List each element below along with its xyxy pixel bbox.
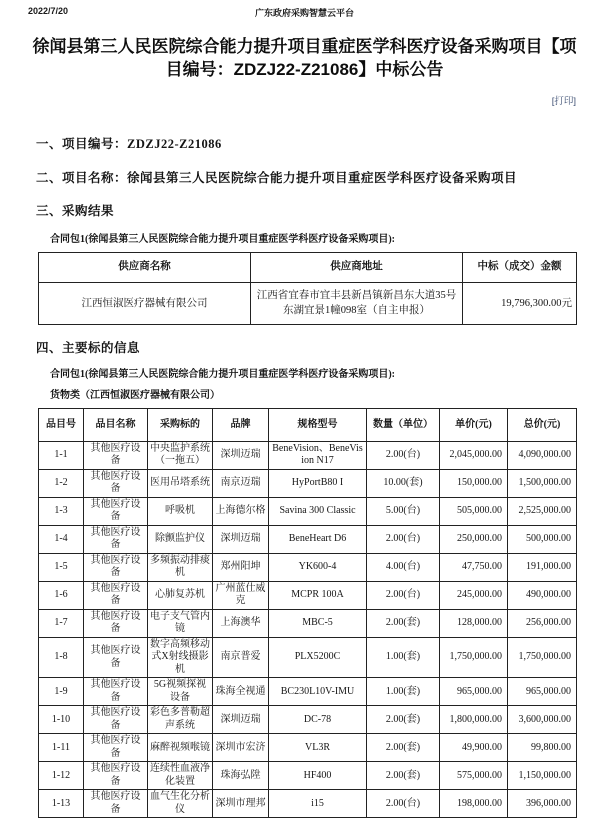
table-cell: 396,000.00 (508, 790, 577, 818)
table-cell: 2.00(台) (367, 581, 440, 609)
section-main-subject-info: 四、主要标的信息 (36, 340, 141, 355)
column-header-brand: 品牌 (213, 408, 269, 441)
table-cell: 其他医疗设备 (84, 637, 148, 678)
table-row (39, 706, 577, 734)
table-cell: 南京迈瑞 (213, 469, 269, 497)
supplier-result-table-body (39, 282, 577, 324)
table-row (39, 525, 577, 553)
table-cell: 1-1 (39, 441, 84, 469)
table-cell: 1-6 (39, 581, 84, 609)
column-header-supplier-address: 供应商地址 (251, 252, 463, 282)
table-cell: 250,000.00 (440, 525, 508, 553)
table-cell: 2.00(套) (367, 609, 440, 637)
table-cell: 1-4 (39, 525, 84, 553)
table-cell: 575,000.00 (440, 762, 508, 790)
table-cell: 广州蓝仕威克 (213, 581, 269, 609)
table-cell: PLX5200C (269, 637, 367, 678)
table-cell: 其他医疗设备 (84, 678, 148, 706)
items-table (38, 408, 577, 818)
table-cell: 198,000.00 (440, 790, 508, 818)
table-cell: 1,500,000.00 (508, 469, 577, 497)
column-header-spec-model: 规格型号 (269, 408, 367, 441)
table-cell: 191,000.00 (508, 553, 577, 581)
table-cell: 其他医疗设备 (84, 734, 148, 762)
table-cell: 其他医疗设备 (84, 441, 148, 469)
table-cell: 3,600,000.00 (508, 706, 577, 734)
table-cell: 南京普爱 (213, 637, 269, 678)
table-cell: 除颤监护仪 (148, 525, 213, 553)
goods-category-line: 货物类（江西恒淑医疗器械有限公司） (50, 389, 220, 401)
column-header-unit-price: 单价(元) (440, 408, 508, 441)
table-cell: 1,750,000.00 (440, 637, 508, 678)
table-cell: HF400 (269, 762, 367, 790)
table-cell: 其他医疗设备 (84, 469, 148, 497)
table-cell: 1,150,000.00 (508, 762, 577, 790)
table-cell: 10.00(套) (367, 469, 440, 497)
column-header-item-no: 品目号 (39, 408, 84, 441)
table-cell: 江西恒淑医疗器械有限公司 (39, 282, 251, 324)
table-cell: 麻醉视频喉镜 (148, 734, 213, 762)
table-cell: 49,900.00 (440, 734, 508, 762)
table-cell: 心肺复苏机 (148, 581, 213, 609)
table-cell: 其他医疗设备 (84, 790, 148, 818)
table-cell: 47,750.00 (440, 553, 508, 581)
table-cell: 1,750,000.00 (508, 637, 577, 678)
table-header-row (39, 252, 577, 282)
table-cell: 其他医疗设备 (84, 762, 148, 790)
section-procurement-result: 三、采购结果 (36, 203, 115, 218)
table-cell: 其他医疗设备 (84, 581, 148, 609)
table-row (39, 678, 577, 706)
table-row (39, 790, 577, 818)
table-row (39, 282, 577, 324)
platform-title: 广东政府采购智慧云平台 (254, 8, 354, 18)
table-cell: BC230L10V-IMU (269, 678, 367, 706)
table-cell: 其他医疗设备 (84, 553, 148, 581)
table-cell: YK600-4 (269, 553, 367, 581)
contract-package-line-result: 合同包1(徐闻县第三人民医院综合能力提升项目重症医学科医疗设备采购项目): (50, 233, 395, 245)
table-cell: 中央监护系统（一拖五） (148, 441, 213, 469)
table-cell: 2.00(台) (367, 441, 440, 469)
table-cell: 2,045,000.00 (440, 441, 508, 469)
table-row (39, 609, 577, 637)
table-cell: 4.00(台) (367, 553, 440, 581)
table-cell: 1.00(套) (367, 678, 440, 706)
table-cell: MBC-5 (269, 609, 367, 637)
table-cell: 1.00(套) (367, 637, 440, 678)
table-cell: 其他医疗设备 (84, 609, 148, 637)
table-cell: 数字高频移动式X射线摄影机 (148, 637, 213, 678)
table-cell: 珠海全视通 (213, 678, 269, 706)
table-cell: 医用吊塔系统 (148, 469, 213, 497)
table-cell: 1-10 (39, 706, 84, 734)
table-cell: 500,000.00 (508, 525, 577, 553)
table-cell: 128,000.00 (440, 609, 508, 637)
table-cell: VL3R (269, 734, 367, 762)
section-project-name: 二、项目名称：徐闻县第三人民医院综合能力提升项目重症医学科医疗设备采购项目 (36, 170, 518, 185)
table-cell: 2.00(套) (367, 706, 440, 734)
table-cell: 血气生化分析仪 (148, 790, 213, 818)
table-row (39, 441, 577, 469)
table-cell: 彩色多普勒超声系统 (148, 706, 213, 734)
table-cell: 965,000.00 (508, 678, 577, 706)
table-cell: Savina 300 Classic (269, 497, 367, 525)
table-row (39, 469, 577, 497)
table-cell: 1-9 (39, 678, 84, 706)
table-cell: 1-11 (39, 734, 84, 762)
table-cell: 其他医疗设备 (84, 706, 148, 734)
table-cell: MCPR 100A (269, 581, 367, 609)
table-cell: 电子支气管内镜 (148, 609, 213, 637)
table-cell: 1-2 (39, 469, 84, 497)
table-cell: 深圳迈瑞 (213, 706, 269, 734)
table-cell: 965,000.00 (440, 678, 508, 706)
column-header-procurement-subject: 采购标的 (148, 408, 213, 441)
table-cell: 2,525,000.00 (508, 497, 577, 525)
items-table-body (39, 441, 577, 818)
print-button[interactable]: [打印] (551, 95, 576, 107)
table-cell: 1-7 (39, 609, 84, 637)
table-cell: 深圳市理邦 (213, 790, 269, 818)
table-cell: 上海澳华 (213, 609, 269, 637)
table-cell: BeneHeart D6 (269, 525, 367, 553)
table-cell: 1-5 (39, 553, 84, 581)
table-row (39, 553, 577, 581)
table-cell: 江西省宜春市宜丰县新昌镇新昌东大道35号东湖宜景1幢098室（自主申报） (251, 282, 463, 324)
column-header-total-price: 总价(元) (508, 408, 577, 441)
table-row (39, 581, 577, 609)
table-cell: 呼吸机 (148, 497, 213, 525)
column-header-supplier-name: 供应商名称 (39, 252, 251, 282)
table-cell: 99,800.00 (508, 734, 577, 762)
table-cell: 2.00(台) (367, 525, 440, 553)
contract-package-line-subject: 合同包1(徐闻县第三人民医院综合能力提升项目重症医学科医疗设备采购项目): (50, 368, 395, 380)
column-header-item-category: 品目名称 (84, 408, 148, 441)
table-cell: BeneVision、BeneVision N17 (269, 441, 367, 469)
table-cell: 深圳市宏济 (213, 734, 269, 762)
table-row (39, 637, 577, 678)
announcement-title: 徐闻县第三人民医院综合能力提升项目重症医学科医疗设备采购项目【项目编号：ZDZJ22-Z21086】中标公告 (32, 37, 577, 79)
print-header-bar (0, 0, 609, 16)
table-cell: 多频振动排痰机 (148, 553, 213, 581)
table-cell: DC-78 (269, 706, 367, 734)
table-header-row (39, 408, 577, 441)
table-cell: 245,000.00 (440, 581, 508, 609)
table-cell: 郑州阳坤 (213, 553, 269, 581)
supplier-result-table (38, 252, 577, 325)
column-header-quantity-unit: 数量（单位） (367, 408, 440, 441)
table-cell: 19,796,300.00元 (463, 282, 577, 324)
table-cell: 4,090,000.00 (508, 441, 577, 469)
table-cell: 其他医疗设备 (84, 525, 148, 553)
table-row (39, 734, 577, 762)
print-date: 2022/7/20 (28, 6, 69, 16)
table-row (39, 762, 577, 790)
table-cell: 1,800,000.00 (440, 706, 508, 734)
table-cell: 256,000.00 (508, 609, 577, 637)
table-cell: 2.00(套) (367, 734, 440, 762)
table-cell: i15 (269, 790, 367, 818)
table-cell: 150,000.00 (440, 469, 508, 497)
table-cell: 上海德尔格 (213, 497, 269, 525)
table-cell: HyPortB80 I (269, 469, 367, 497)
table-cell: 2.00(台) (367, 790, 440, 818)
table-cell: 1-3 (39, 497, 84, 525)
table-cell: 505,000.00 (440, 497, 508, 525)
table-cell: 2.00(套) (367, 762, 440, 790)
section-project-number: 一、项目编号：ZDZJ22-Z21086 (36, 136, 222, 151)
table-cell: 1-12 (39, 762, 84, 790)
table-cell: 5.00(台) (367, 497, 440, 525)
table-cell: 深圳迈瑞 (213, 441, 269, 469)
table-cell: 1-8 (39, 637, 84, 678)
table-cell: 珠海弘陞 (213, 762, 269, 790)
table-cell: 连续性血液净化装置 (148, 762, 213, 790)
table-cell: 490,000.00 (508, 581, 577, 609)
table-cell: 其他医疗设备 (84, 497, 148, 525)
table-cell: 深圳迈瑞 (213, 525, 269, 553)
table-cell: 5G视频探视设备 (148, 678, 213, 706)
table-cell: 1-13 (39, 790, 84, 818)
print-button-row (0, 91, 576, 109)
column-header-award-amount: 中标（成交）金额 (463, 252, 577, 282)
table-row (39, 497, 577, 525)
